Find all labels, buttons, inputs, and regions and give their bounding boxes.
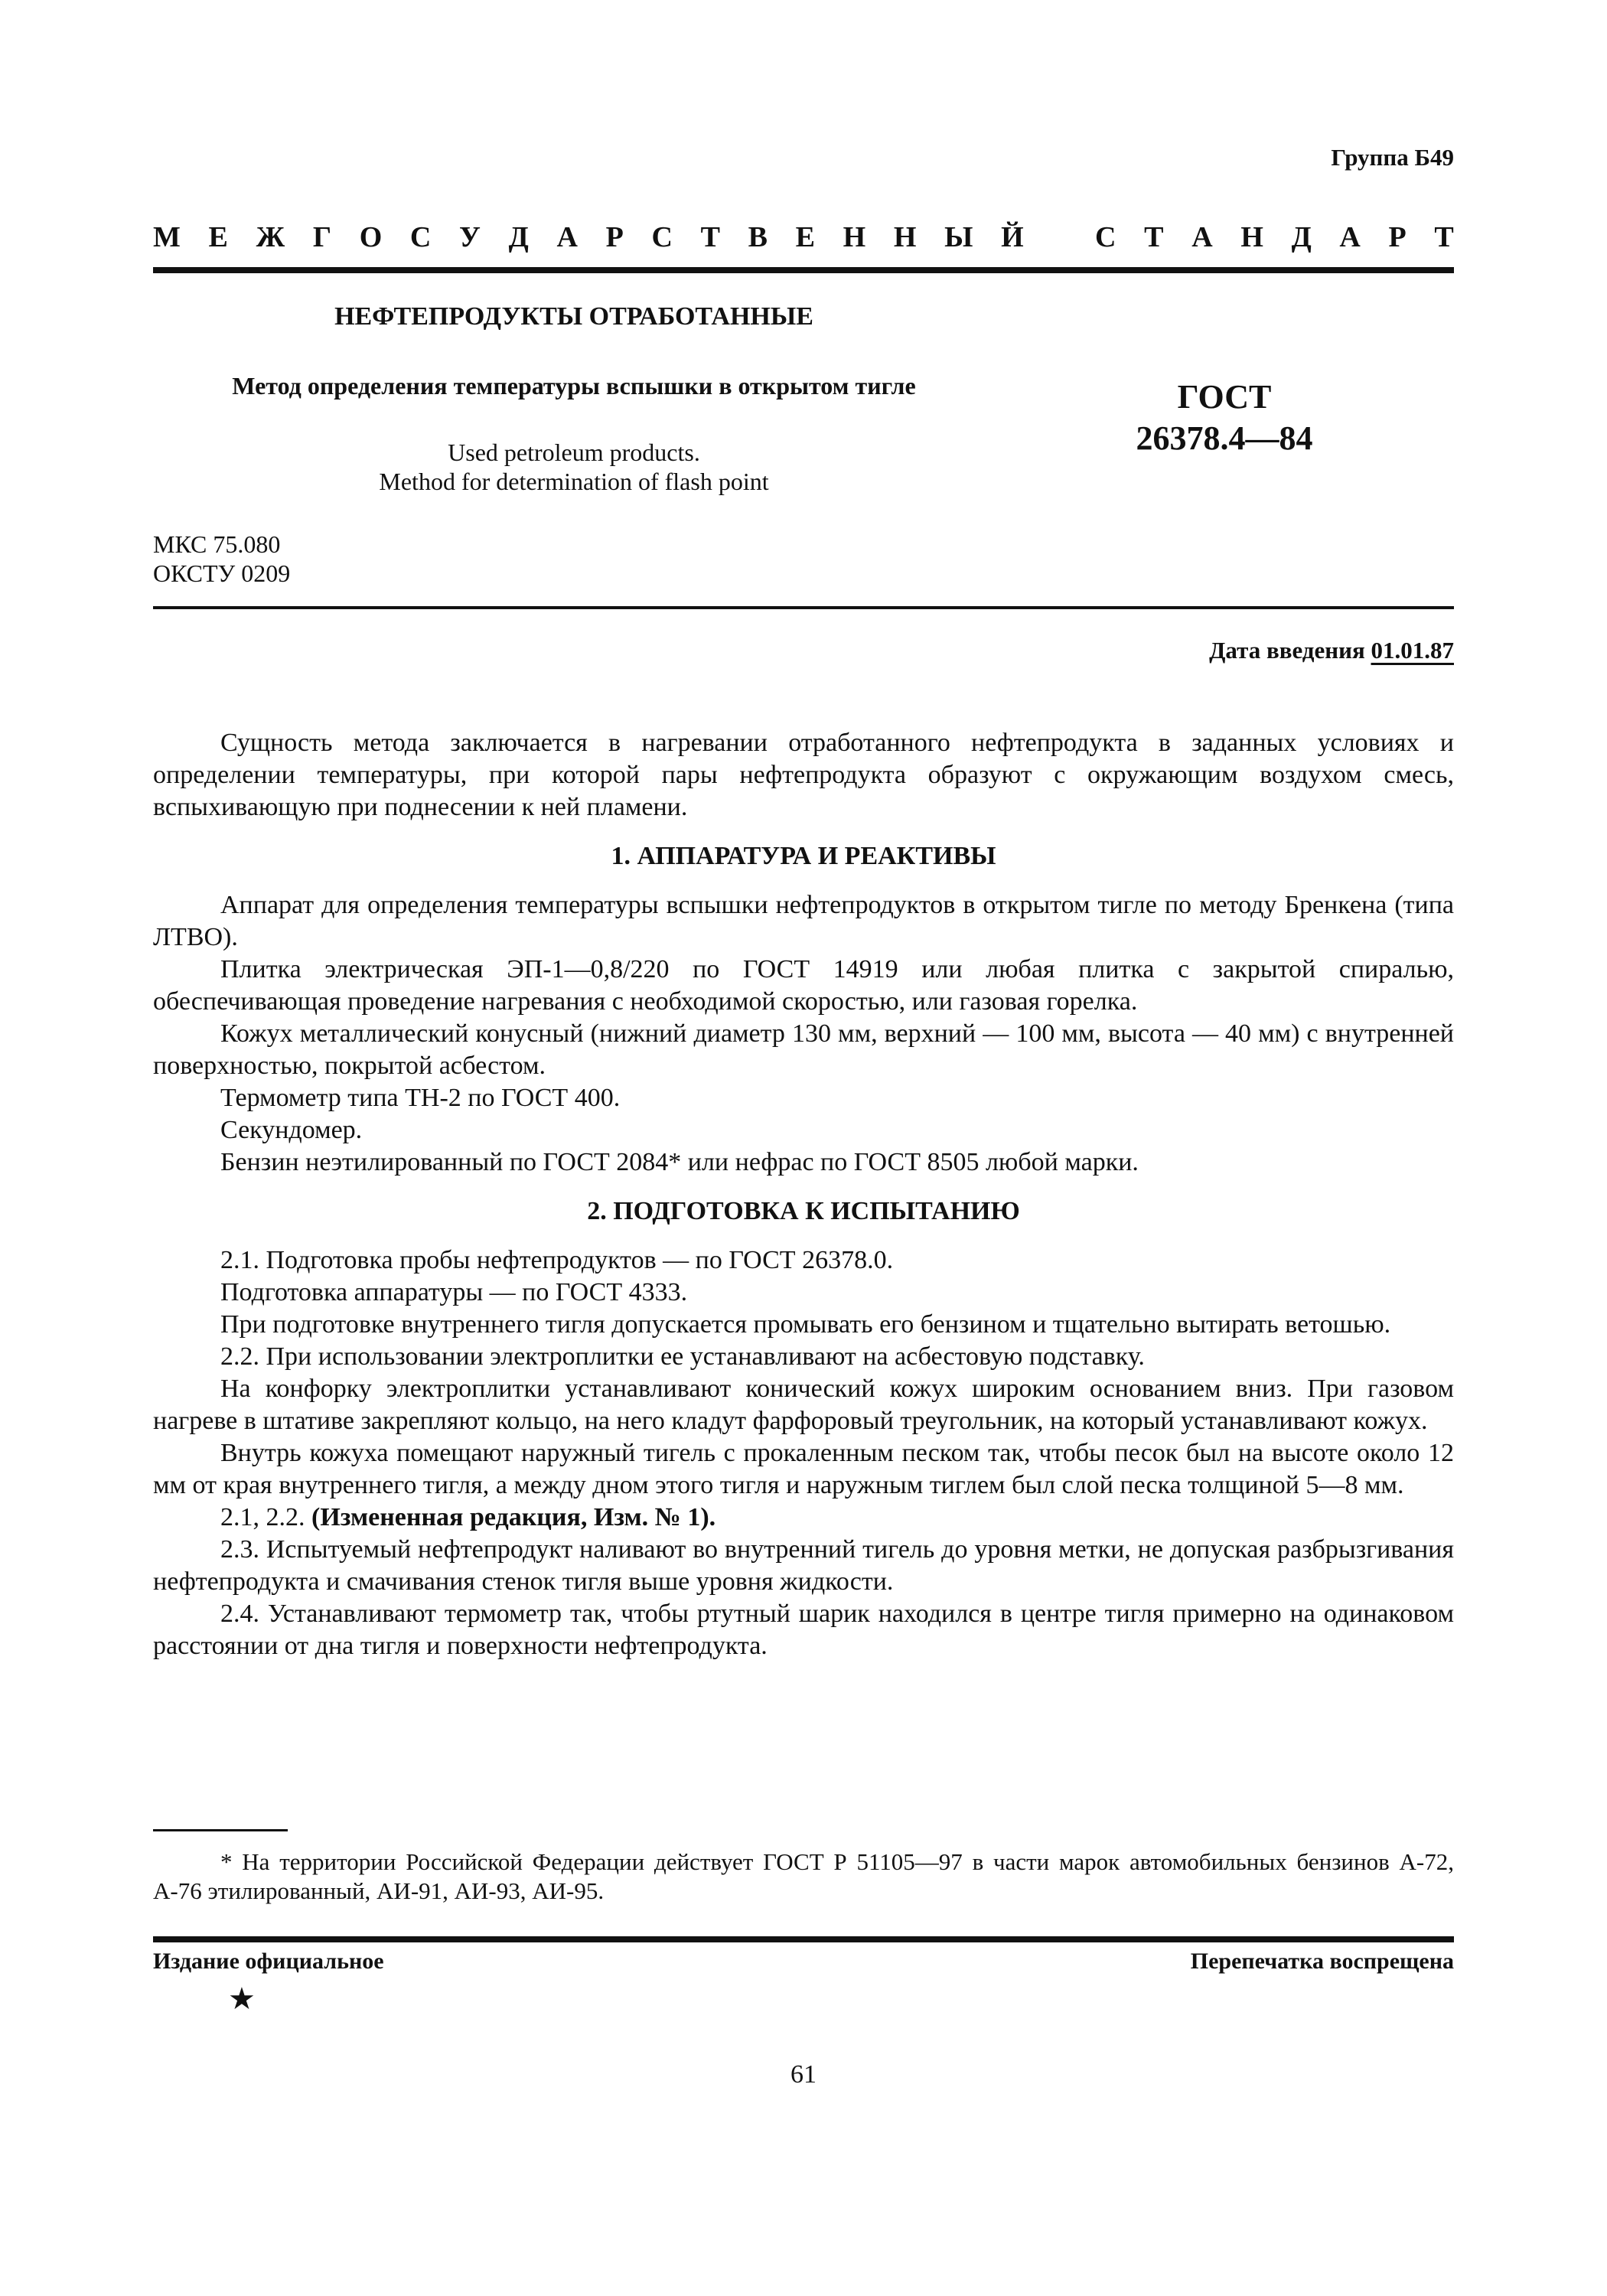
mks-code: МКС 75.080 bbox=[153, 530, 281, 558]
interstate-heading-letter: В bbox=[748, 221, 768, 253]
date-label: Дата введения bbox=[1209, 637, 1365, 664]
interstate-heading-letter: С bbox=[409, 221, 432, 253]
group-code: Группа Б49 bbox=[1331, 144, 1454, 171]
interstate-heading-letter: С bbox=[651, 221, 673, 253]
footer-rule bbox=[153, 1936, 1454, 1942]
header-rule bbox=[153, 267, 1454, 273]
gost-designation bbox=[1056, 377, 1393, 459]
interstate-heading-letter: Т bbox=[1434, 221, 1454, 253]
interstate-heading-letter bbox=[1051, 220, 1067, 254]
section-2-heading: 2. ПОДГОТОВКА К ИСПЫТАНИЮ bbox=[587, 1197, 1020, 1225]
section-2-content bbox=[153, 1244, 1454, 1502]
document-body bbox=[153, 727, 1454, 1662]
page-number: 61 bbox=[790, 2060, 817, 2089]
interstate-heading-letter: Т bbox=[700, 221, 720, 253]
star-icon: ★ bbox=[228, 1981, 256, 2016]
codes-rule bbox=[153, 606, 1454, 609]
interstate-heading-letter: С bbox=[1095, 221, 1116, 253]
interstate-heading-letter: Т bbox=[1144, 221, 1164, 253]
amendment-prefix: 2.1, 2.2. bbox=[220, 1503, 311, 1531]
reprint-prohibited-label: Перепечатка воспрещена bbox=[1190, 1949, 1454, 1974]
section-1-heading: 1. АППАРАТУРА И РЕАКТИВЫ bbox=[611, 842, 996, 870]
gost-number: 26378.4—84 bbox=[1136, 419, 1313, 457]
section-2-content-continued bbox=[153, 1534, 1454, 1662]
body-paragraph: 2.4. Устанавливают термометр так, чтобы ртутный шарик находился в центре тигля примерно на одинаковом расстоянии от дна тигля и поверхности нефтепродукта. bbox=[153, 1600, 1454, 1660]
amendment-note bbox=[153, 1502, 1454, 1534]
official-edition-label: Издание официальное bbox=[153, 1949, 384, 1974]
date-value: 01.01.87 bbox=[1371, 637, 1454, 664]
interstate-heading-letter: М bbox=[153, 221, 181, 253]
interstate-heading-letter: Д bbox=[508, 221, 529, 253]
interstate-heading-letter: Р bbox=[1388, 221, 1407, 253]
gost-label: ГОСТ bbox=[1177, 378, 1272, 416]
body-paragraph: 2.1. Подготовка пробы нефтепродуктов — по ГОСТ 26378.0. bbox=[220, 1246, 894, 1274]
interstate-heading-letter: Й bbox=[1001, 221, 1024, 253]
body-paragraph: Секундомер. bbox=[220, 1116, 363, 1144]
interstate-heading-letter: Е bbox=[795, 221, 815, 253]
introduction-date bbox=[1209, 637, 1454, 664]
body-paragraph: Кожух металлический конусный (нижний диаметр 130 мм, верхний — 100 мм, высота — 40 мм) с внутренней поверхностью, покрытой асбестом. bbox=[153, 1019, 1454, 1080]
interstate-heading-letter: Д bbox=[1291, 221, 1312, 253]
interstate-heading-letter: Н bbox=[893, 221, 917, 253]
interstate-heading-letter: У bbox=[459, 221, 481, 253]
body-paragraph: Аппарат для определения температуры вспышки нефтепродуктов в открытом тигле по методу Бренкена (типа ЛТВО). bbox=[153, 891, 1454, 951]
interstate-heading-letter: А bbox=[556, 221, 578, 253]
english-title-line2: Method for determination of flash point bbox=[379, 468, 769, 495]
document-subtitle: Метод определения температуры вспышки в открытом тигле bbox=[232, 372, 916, 400]
body-paragraph: Плитка электрическая ЭП-1—0,8/220 по ГОСТ 14919 или любая плитка с закрытой спиралью, обеспечивающая проведение нагревания с необходимой скоростью, или газовая горелка. bbox=[153, 955, 1454, 1016]
interstate-standard-heading bbox=[153, 220, 1454, 254]
interstate-heading-letter: О bbox=[359, 221, 383, 253]
body-paragraph: 2.3. Испытуемый нефтепродукт наливают во внутренний тигель до уровня метки, не допуская разбрызгивания нефтепродукта и смачивания стенок тигля выше уровня жидкости. bbox=[153, 1535, 1454, 1596]
interstate-heading-letter: Н bbox=[843, 221, 866, 253]
document-title: НЕФТЕПРОДУКТЫ ОТРАБОТАННЫЕ bbox=[334, 302, 813, 331]
section-1-content bbox=[153, 889, 1454, 1179]
okstu-code: ОКСТУ 0209 bbox=[153, 559, 291, 587]
interstate-heading-letter: А bbox=[1339, 221, 1361, 253]
body-paragraph: На конфорку электроплитки устанавливают конический кожух широким основанием вниз. При газовом нагреве в штативе закрепляют кольцо, на него кладут фарфоровый треугольник, на который устанавливают кожух. bbox=[153, 1375, 1454, 1435]
body-paragraph: Термометр типа ТН-2 по ГОСТ 400. bbox=[220, 1084, 621, 1112]
interstate-heading-letter: Ж bbox=[256, 221, 285, 253]
body-paragraph: При подготовке внутреннего тигля допускается промывать его бензином и тщательно вытирать ветошью. bbox=[220, 1310, 1391, 1339]
classification-codes bbox=[153, 530, 290, 588]
interstate-heading-letter: Ы bbox=[944, 221, 973, 253]
interstate-heading-letter: Н bbox=[1240, 221, 1263, 253]
footnote-rule bbox=[153, 1829, 288, 1831]
body-paragraph: Подготовка аппаратуры — по ГОСТ 4333. bbox=[220, 1278, 688, 1306]
english-title bbox=[153, 438, 995, 496]
amendment-text: (Измененная редакция, Изм. № 1). bbox=[311, 1503, 716, 1531]
intro-paragraph: Сущность метода заключается в нагревании отработанного нефтепродукта в заданных условиях и определении температуры, при которой пары нефтепродукта образуют с окружающим воздухом смесь, вспыхивающую при поднесении к ней пламени. bbox=[153, 729, 1454, 821]
body-paragraph: Бензин неэтилированный по ГОСТ 2084* или нефрас по ГОСТ 8505 любой марки. bbox=[220, 1148, 1139, 1176]
interstate-heading-letter: Р bbox=[605, 221, 624, 253]
interstate-heading-letter: А bbox=[1191, 221, 1213, 253]
body-paragraph: Внутрь кожуха помещают наружный тигель с прокаленным песком так, чтобы песок был на высоте около 12 мм от края внутреннего тигля, а между дном этого тигля и наружным тиглем был слой песка толщиной 5—8 мм. bbox=[153, 1439, 1454, 1499]
footnote: * На территории Российской Федерации действует ГОСТ Р 51105—97 в части марок автомобильных бензинов А-72, А-76 этилированный, АИ-91, АИ-93, АИ-95. bbox=[153, 1848, 1454, 1904]
body-paragraph: 2.2. При использовании электроплитки ее устанавливают на асбестовую подставку. bbox=[220, 1342, 1145, 1371]
interstate-heading-letter: Е bbox=[208, 221, 228, 253]
english-title-line1: Used petroleum products. bbox=[448, 439, 700, 466]
interstate-heading-letter: Г bbox=[312, 221, 332, 253]
